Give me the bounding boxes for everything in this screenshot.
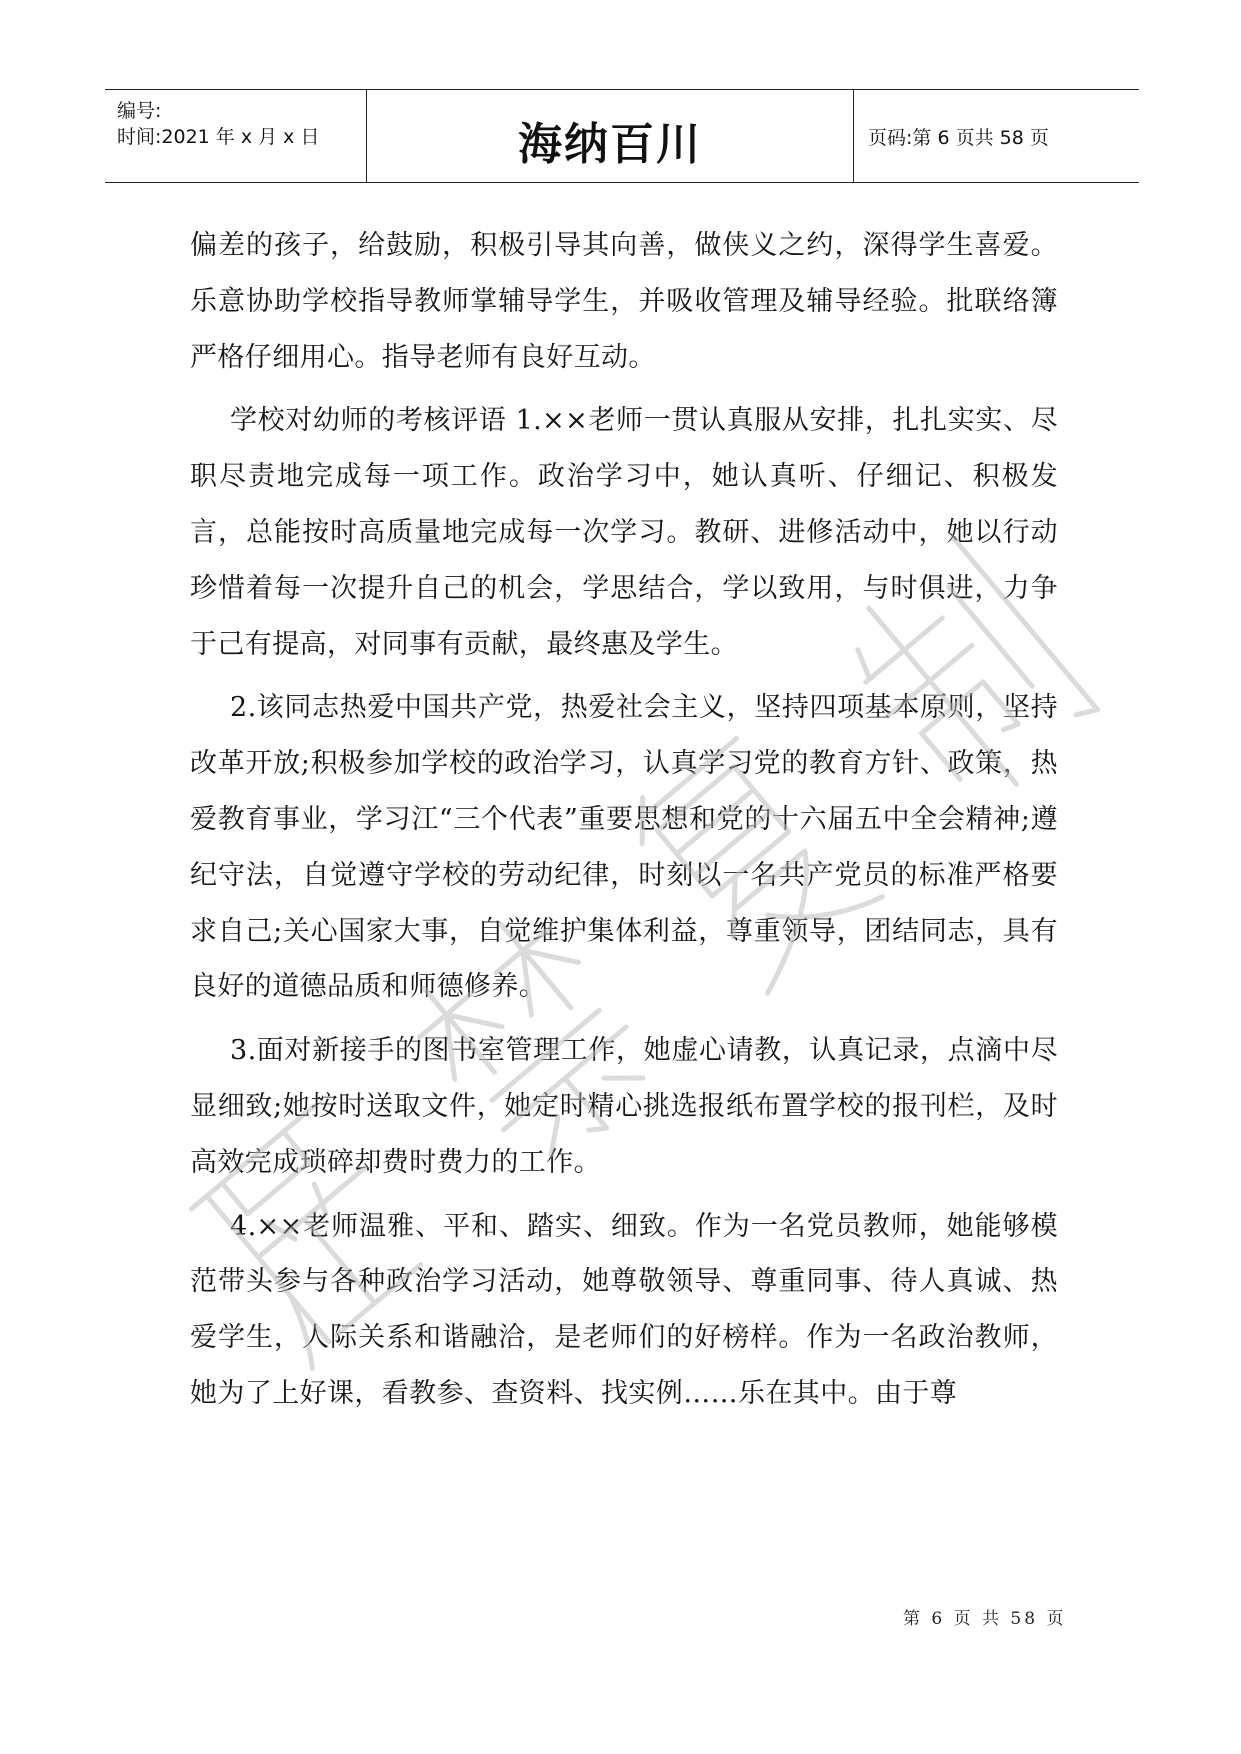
body-paragraph-4: 3.面对新接手的图书室管理工作，她虚心请教，认真记录，点滴中尽显细致;她按时送取文件，她定时精心挑选报纸布置学校的报刊栏，及时高效完成琐碎却费时费力的工作。: [190, 1035, 1058, 1178]
document-time-label: 时间:2021 年 x 月 x 日: [117, 126, 320, 148]
document-title: 海纳百川: [518, 119, 702, 170]
header-page-cell: [854, 90, 1139, 182]
header-title-cell: [367, 90, 854, 182]
document-number-label: 编号:: [117, 100, 162, 122]
body-paragraph-1: 偏差的孩子，给鼓励，积极引导其向善，做侠义之约，深得学生喜爱。乐意协助学校指导教师掌辅导学生，并吸收管理及辅导经验。批联络簿严格仔细用心。指导老师有良好互动。: [190, 230, 1058, 373]
body-paragraph-3: 2.该同志热爱中国共产党，热爱社会主义，坚持四项基本原则，坚持改革开放;积极参加学校的政治学习，认真学习党的教育方针、政策，热爱教育事业，学习江“三个代表”重要思想和党的十六届五中全会精神;遵纪守法，自觉遵守学校的劳动纪律，时刻以一名共产党员的标准严格要求自己;关心国家大事，自觉维护集体利益，尊重领导，团结同志，具有良好的道德品质和师德修养。: [190, 692, 1058, 1003]
page-header: [105, 89, 1139, 183]
header-meta-cell: [105, 90, 367, 182]
body-paragraph-2: 学校对幼师的考核评语 1.××老师一贯认真服从安排，扎扎实实、尽职尽责地完成每一项工作。政治学习中，她认真听、仔细记、积极发言，总能按时高质量地完成每一次学习。教研、进修活动中，她以行动珍惜着每一次提升自己的机会，学思结合，学以致用，与时俱进，力争于己有提高，对同事有贡献，最终惠及学生。: [190, 405, 1058, 660]
document-body: [190, 218, 1058, 1430]
header-page-number: 页码:第 6 页共 58 页: [868, 127, 1049, 149]
page-footer-number: 第 6 页 共 58 页: [903, 1609, 1067, 1629]
body-paragraph-5: 4.××老师温雅、平和、踏实、细致。作为一名党员教师，她能够模范带头参与各种政治学习活动，她尊敬领导、尊重同事、待人真诚、热爱学生，人际关系和谐融洽，是老师们的好榜样。作为一名政治教师，她为了上好课，看教参、查资料、找实例……乐在其中。由于尊: [190, 1210, 1058, 1409]
